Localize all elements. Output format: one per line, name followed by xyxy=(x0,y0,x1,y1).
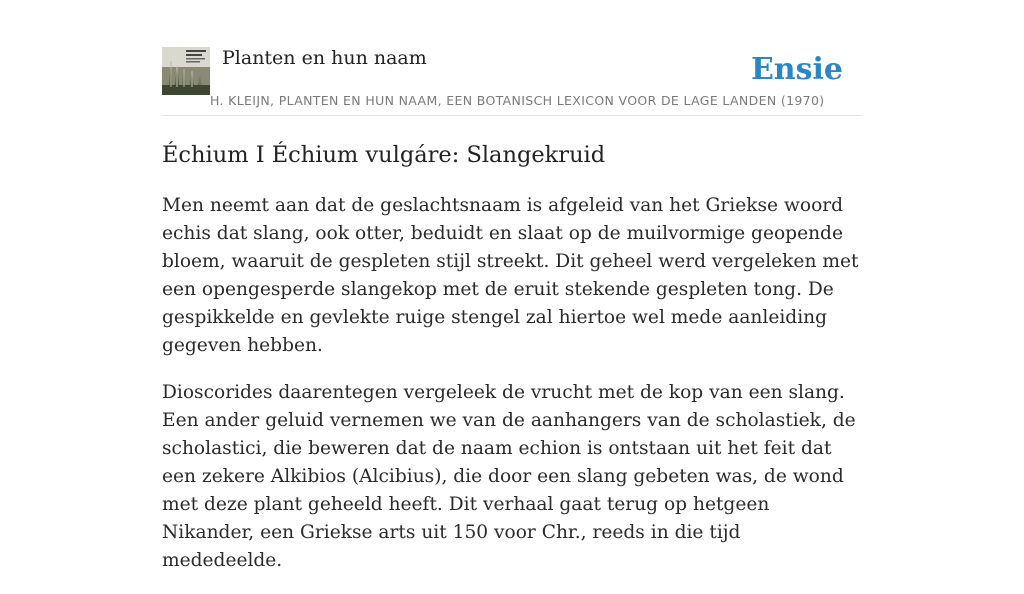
source-title-link[interactable]: Planten en hun naam xyxy=(222,47,427,69)
source-avatar[interactable] xyxy=(162,47,210,95)
entry-title: Échium I Échium vulgáre: Slangekruid xyxy=(162,142,606,168)
header-divider xyxy=(162,115,862,116)
entry-paragraph: Dioscorides daarentegen vergeleek de vrucht met de kop van een slang. Een ander geluid vernemen we van de aanhangers van de scholastiek, de scholastici, die beweren dat de naam echion is ontstaan uit het feit dat een zekere Alkibios (Alcibius), die door een slang gebeten was, de wond met deze plant geheeld heeft. Dit verhaal gaat terug op hetgeen Nikander, een Griekse arts uit 150 voor Chr., reeds in die tijd mededeelde. xyxy=(162,382,856,571)
source-citation: H. KLEIJN, PLANTEN EN HUN NAAM, EEN BOTANISCH LEXICON VOOR DE LAGE LANDEN (1970) xyxy=(210,93,825,108)
brand-logo[interactable]: Ensie xyxy=(750,52,843,87)
book-cover-thumbnail xyxy=(162,47,210,95)
entry-body xyxy=(162,192,862,594)
entry-paragraph: Men neemt aan dat de geslachtsnaam is afgeleid van het Griekse woord echis dat slang, ook otter, beduidt en slaat op de muilvormige geopende bloem, waaruit de gespleten stijl streekt. Dit geheel werd vergeleken met een opengesperde slangekop met de eruit stekende gespleten tong. De gespikkelde en gevlekte ruige stengel zal hiertoe wel mede aanleiding gegeven hebben. xyxy=(162,195,859,356)
